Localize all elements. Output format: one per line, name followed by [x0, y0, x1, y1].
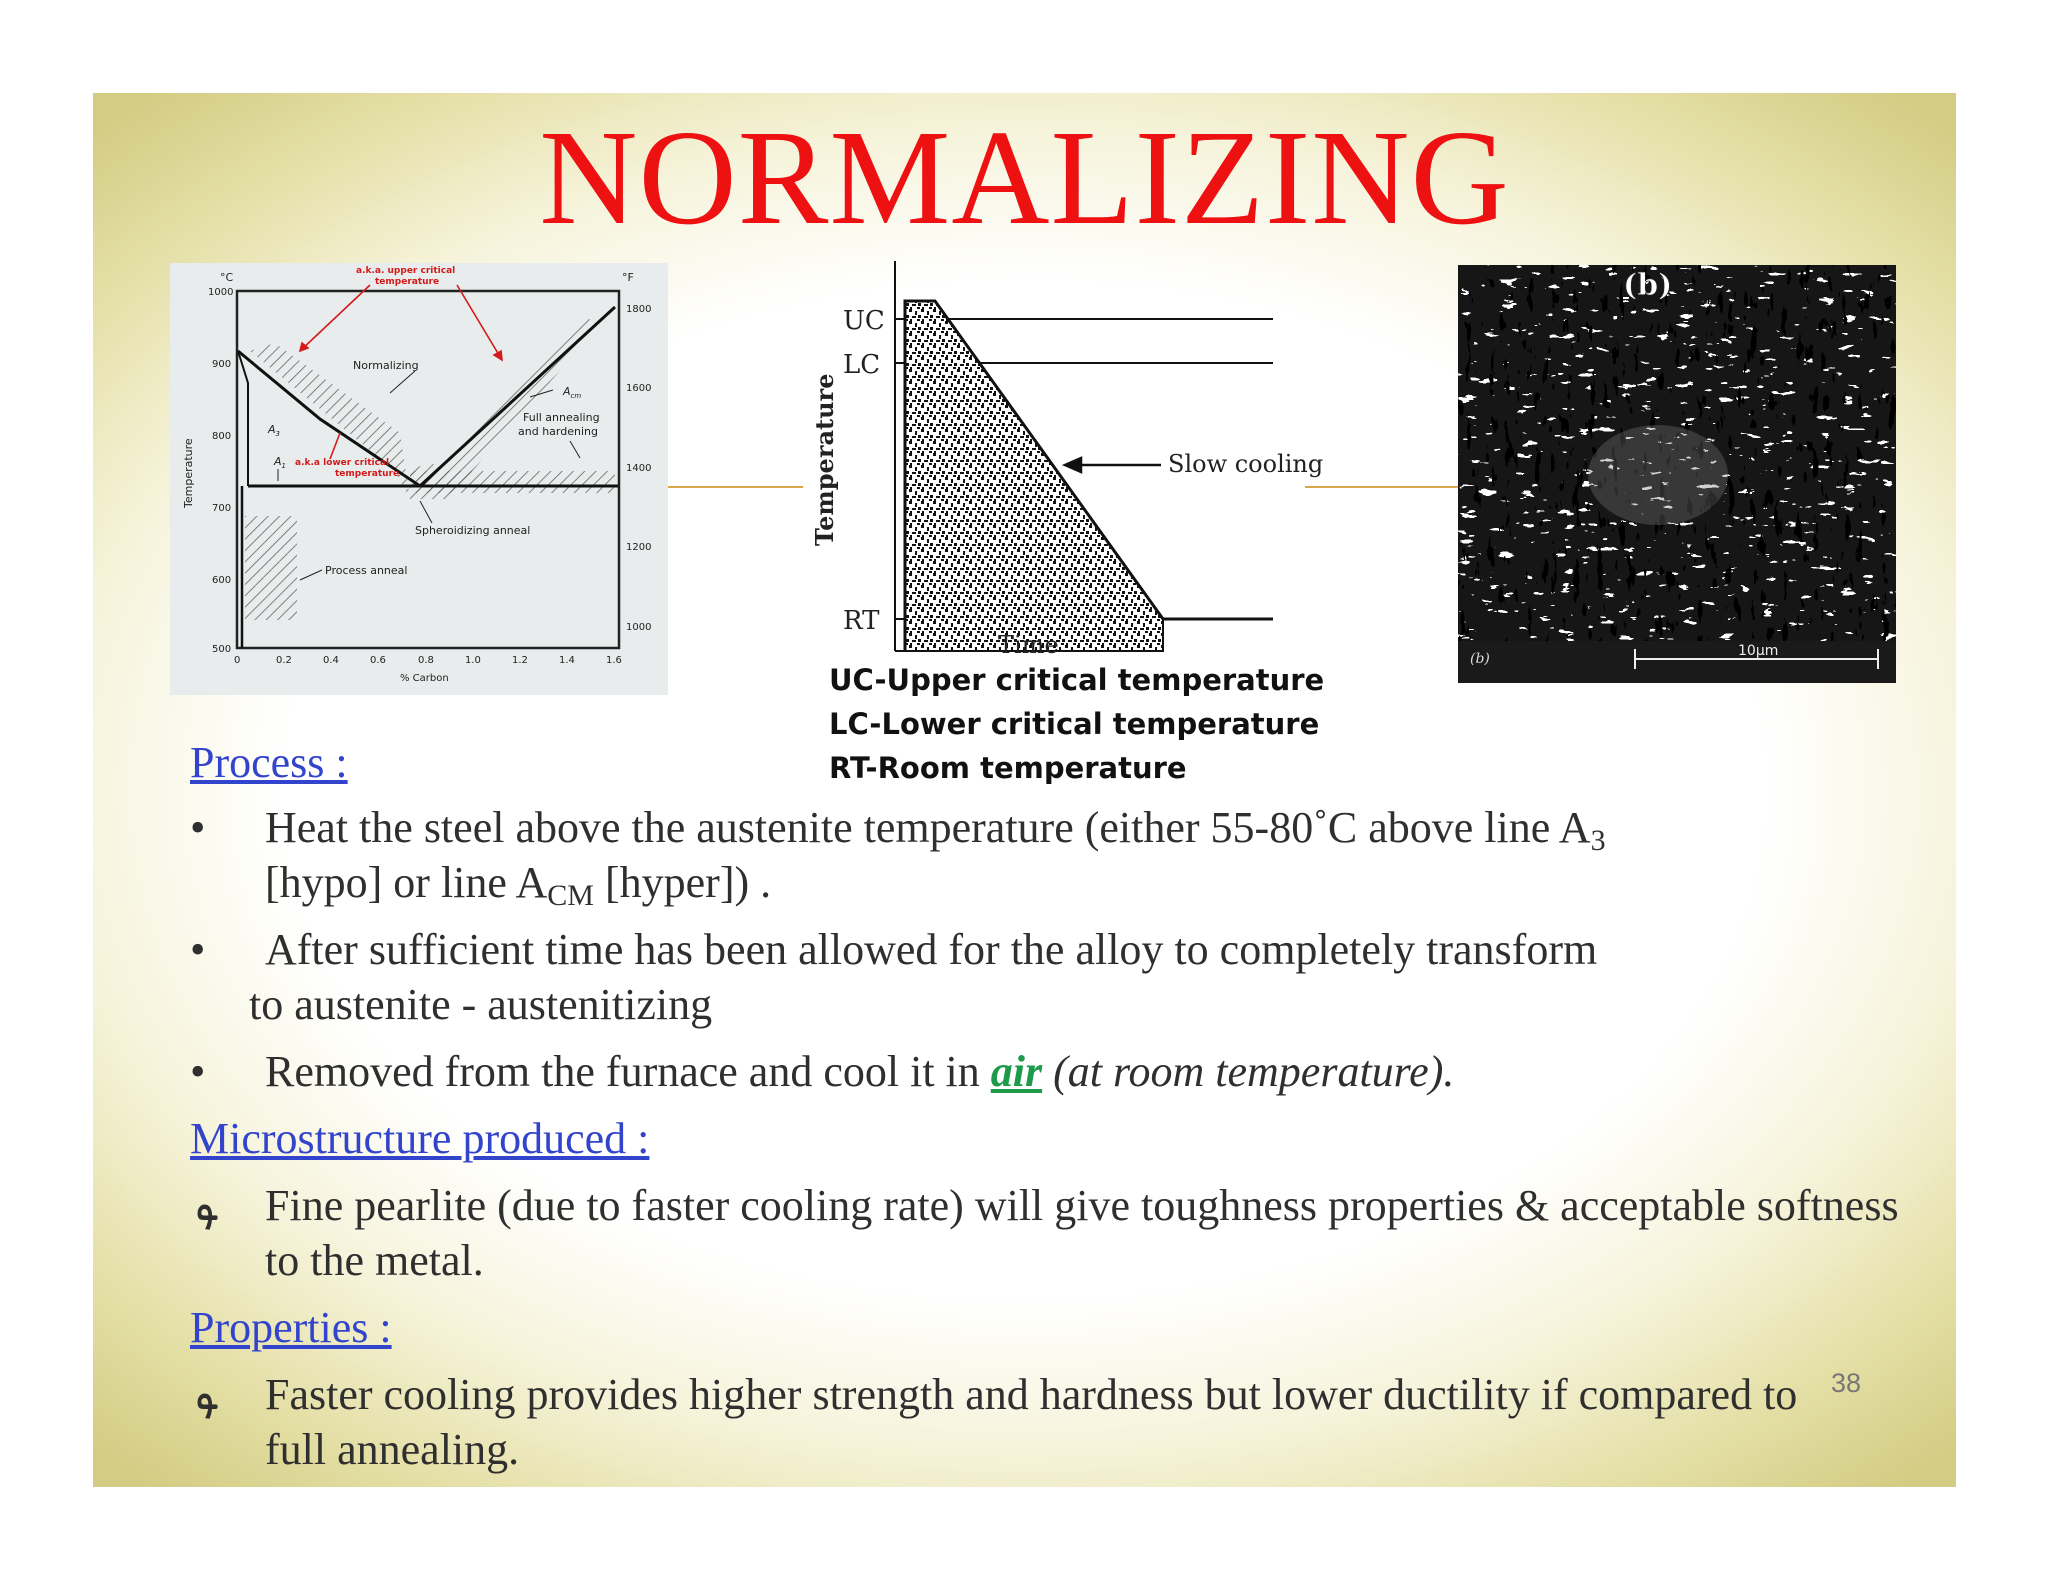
ytick-c-700: 700 [212, 503, 232, 514]
phase-diagram [170, 263, 668, 695]
process-anneal-label: Process anneal [325, 564, 408, 577]
microstructure-item: ࢱ Fine pearlite (due to faster cooling rate) will give toughness properties & acceptable softness to the metal. [190, 1178, 1930, 1288]
bullet: • [190, 803, 206, 852]
slide-body [190, 735, 1930, 1477]
xtick-0.8: 0.8 [418, 655, 434, 666]
cooling-diagram [810, 261, 1324, 661]
xtick-0: 0 [234, 655, 241, 666]
micrograph-image [1458, 265, 1896, 683]
process-item-3: • Removed from the furnace and cool it in air (at room temperature). [190, 1044, 1930, 1099]
temperature-axis-label: Temperature [810, 373, 839, 546]
process-anneal-region [245, 516, 297, 620]
legend-uc: UC-Upper critical temperature [829, 663, 1325, 697]
lower-critical-label-1: a.k.a lower critical [295, 458, 390, 468]
micrograph-scale: 10μm [1738, 643, 1779, 659]
spheroidizing-label: Spheroidizing anneal [415, 524, 531, 537]
uc-label: UC [843, 306, 885, 336]
properties-item: ࢱ Faster cooling provides higher strength and hardness but lower ductility if compared to full annealing. [190, 1367, 1835, 1477]
acm-label: $A_{cm}$ [563, 385, 582, 400]
unit-c: °C [220, 271, 234, 284]
lower-critical-label-2: temperature [335, 469, 400, 479]
upper-critical-label-1: a.k.a. upper critical [356, 266, 456, 276]
x-axis-label: % Carbon [400, 673, 449, 684]
process-item-2: • After sufficient time has been allowed for the alloy to completely transform to austenite - austenitizing [190, 922, 1930, 1032]
unit-f: °F [622, 271, 634, 284]
xtick-1.6: 1.6 [606, 655, 622, 666]
slow-cooling-label: Slow cooling [1168, 450, 1324, 478]
air-highlight: air [990, 1047, 1043, 1096]
bullet-icon: ࢱ [190, 1181, 216, 1230]
slide [93, 93, 1956, 1487]
rt-label: RT [843, 606, 880, 636]
process-heading[interactable]: Process : [190, 738, 348, 787]
full-annealing-label-1: Full annealing [523, 411, 600, 424]
xtick-0.2: 0.2 [276, 655, 292, 666]
ytick-f-1200: 1200 [626, 542, 652, 553]
page-number: 38 [1831, 1368, 1862, 1398]
ytick-f-1600: 1600 [626, 383, 652, 394]
process-item-1: • Heat the steel above the austenite temperature (either 55-80˚C above line $A_3$ [hypo] or line $A_{CM}$ [hyper]) . [190, 800, 1930, 910]
microstructure-heading[interactable]: Microstructure produced : [190, 1114, 650, 1163]
ytick-c-1000: 1000 [208, 287, 234, 298]
y-axis-label: Temperature [182, 438, 195, 508]
bullet: • [190, 1047, 206, 1096]
xtick-1.4: 1.4 [559, 655, 575, 666]
xtick-1.0: 1.0 [465, 655, 481, 666]
spheroidizing-region [410, 471, 615, 493]
ytick-f-1400: 1400 [626, 463, 652, 474]
legend-lc: LC-Lower critical temperature [829, 707, 1320, 741]
ytick-f-1800: 1800 [626, 304, 652, 315]
micrograph-label-top: (b) [1623, 268, 1673, 303]
ytick-c-500: 500 [212, 644, 232, 655]
xtick-1.2: 1.2 [512, 655, 528, 666]
properties-heading[interactable]: Properties : [190, 1303, 392, 1352]
micrograph-label-bottom: (b) [1470, 651, 1490, 667]
ytick-c-600: 600 [212, 575, 232, 586]
cooling-curve-area [905, 301, 1163, 651]
upper-critical-label-2: temperature [375, 277, 440, 287]
bullet-icon: ࢱ [190, 1370, 216, 1419]
lc-label: LC [843, 350, 881, 380]
xtick-0.6: 0.6 [370, 655, 386, 666]
legend-rt: RT-Room temperature [829, 751, 1187, 785]
a3-label: $A_3$ [268, 423, 280, 438]
time-label: Time [998, 631, 1059, 659]
a1-label: $A_1$ [274, 455, 286, 470]
xtick-0.4: 0.4 [323, 655, 339, 666]
ytick-c-800: 800 [212, 431, 232, 442]
bullet: • [190, 925, 206, 974]
full-annealing-label-2: and hardening [518, 425, 598, 438]
slide-title: NORMALIZING [539, 103, 1510, 253]
ytick-c-900: 900 [212, 359, 232, 370]
normalizing-label: Normalizing [353, 359, 419, 372]
ytick-f-1000: 1000 [626, 622, 652, 633]
